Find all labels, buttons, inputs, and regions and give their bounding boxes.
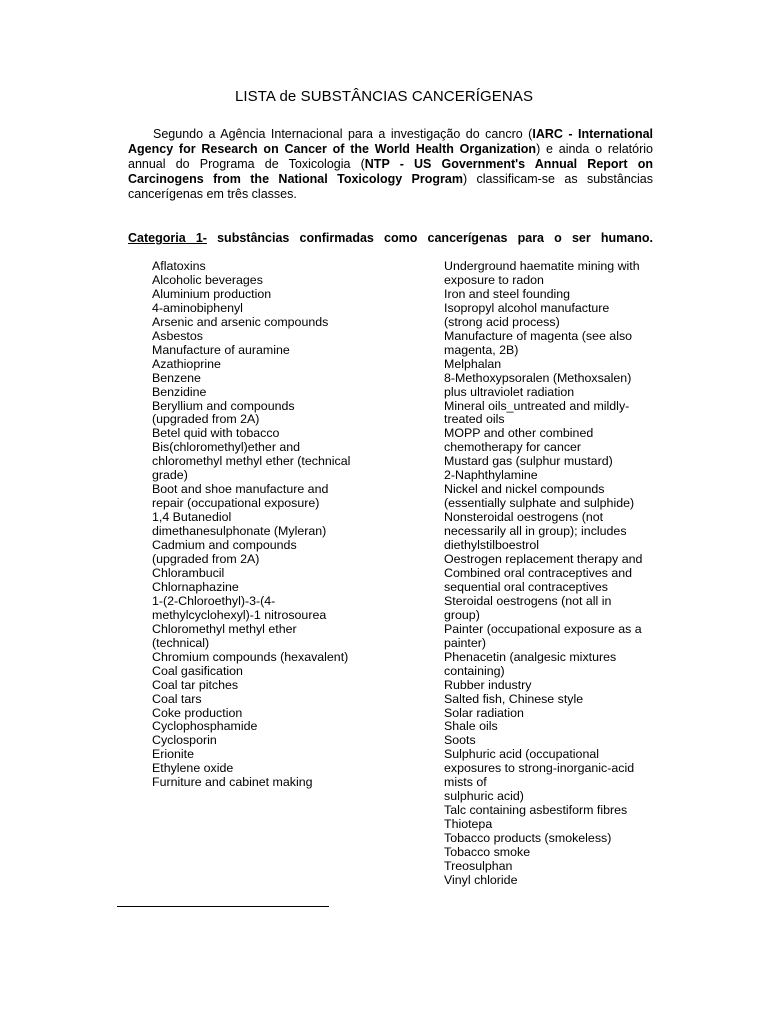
- intro-paragraph: [128, 127, 653, 202]
- substance-item: Nonsteroidal oestrogens (not necessarily all in group); includes diethylstilboestrol: [444, 510, 627, 553]
- substance-list-right: [444, 260, 664, 888]
- substance-item: Shale oils: [444, 719, 498, 734]
- substance-item: 1-(2-Chloroethyl)-3-(4- methylcyclohexyl)-1 nitrosourea: [152, 593, 327, 622]
- substance-item: Cyclophosphamide: [152, 719, 258, 734]
- substance-item: Benzene: [152, 370, 201, 385]
- substance-item: Chlorambucil: [152, 565, 225, 580]
- substance-item: Talc containing asbestiform fibres: [444, 803, 628, 818]
- substance-item: Azathioprine: [152, 356, 221, 371]
- substance-item: Sulphuric acid (occupational exposures to strong-inorganic-acid mists of sulphuric acid): [444, 747, 635, 804]
- substance-item: Manufacture of auramine: [152, 342, 290, 357]
- substance-item: Chromium compounds (hexavalent): [152, 649, 349, 664]
- substance-item: Isopropyl alcohol manufacture (strong acid process): [444, 300, 610, 329]
- substance-item: Betel quid with tobacco: [152, 426, 280, 441]
- substance-item: Mineral oils_untreated and mildly- treated oils: [444, 398, 630, 427]
- substance-item: Steroidal oestrogens (not all in group): [444, 593, 612, 622]
- substance-item: Coke production: [152, 705, 243, 720]
- substance-item: Vinyl chloride: [444, 872, 518, 887]
- substance-item: Soots: [444, 733, 476, 748]
- substance-item: Benzidine: [152, 384, 207, 399]
- substance-item: Salted fish, Chinese style: [444, 691, 584, 706]
- substance-item: Boot and shoe manufacture and repair (occupational exposure): [152, 482, 329, 511]
- substance-list-left: [152, 260, 384, 790]
- substance-item: Underground haematite mining with exposure to radon: [444, 259, 640, 287]
- footnote-separator: [117, 906, 329, 907]
- substance-item: Nickel and nickel compounds (essentially sulphate and sulphide): [444, 482, 635, 511]
- substance-item: Chloromethyl methyl ether (technical): [152, 621, 297, 650]
- substance-item: Aflatoxins: [152, 259, 206, 273]
- substance-item: 1,4 Butanediol dimethanesulphonate (Myleran): [152, 510, 327, 539]
- substance-item: Tobacco smoke: [444, 845, 531, 860]
- substance-item: Thiotepa: [444, 817, 493, 832]
- substance-item: Chlornaphazine: [152, 579, 239, 594]
- substance-item: Oestrogen replacement therapy and Combined oral contraceptives and sequential oral contraceptives: [444, 552, 643, 594]
- substance-item: Beryllium and compounds (upgraded from 2A): [152, 398, 295, 427]
- substance-item: Coal tar pitches: [152, 677, 239, 692]
- substance-item: Coal tars: [152, 691, 202, 706]
- substance-item: Melphalan: [444, 356, 502, 371]
- substance-item: Arsenic and arsenic compounds: [152, 314, 329, 329]
- substance-item: Alcoholic beverages: [152, 272, 263, 287]
- substance-item: Iron and steel founding: [444, 286, 571, 301]
- substance-item: Rubber industry: [444, 677, 532, 692]
- substance-item: MOPP and other combined chemotherapy for cancer: [444, 426, 594, 455]
- substance-item: Coal gasification: [152, 663, 243, 678]
- substance-item: Treosulphan: [444, 858, 513, 873]
- substance-item: Cadmium and compounds (upgraded from 2A): [152, 538, 297, 567]
- intro-ntp-name: NTP - US Government's Annual Report on Carcinogens from the National Toxicology Program: [128, 157, 653, 186]
- substance-item: 8-Methoxypsoralen (Methoxsalen) plus ultraviolet radiation: [444, 370, 632, 399]
- substance-item: Cyclosporin: [152, 733, 217, 748]
- substance-item: Erionite: [152, 747, 195, 762]
- intro-text-1: Segundo a Agência Internacional para a investigação do cancro (: [153, 127, 533, 141]
- substance-item: Furniture and cabinet making: [152, 775, 313, 790]
- intro-iarc-name: IARC - International Agency for Research on Cancer of the World Health Organization: [128, 127, 654, 156]
- substance-item: 4-aminobiphenyl: [152, 300, 243, 315]
- substance-item: 2-Naphthylamine: [444, 468, 538, 483]
- substance-item: Ethylene oxide: [152, 761, 234, 776]
- intro-text-3: ) classificam-se as substâncias cancerígenas em três classes.: [128, 172, 654, 201]
- substance-item: Solar radiation: [444, 705, 524, 720]
- intro-text-2: ) e ainda o relatório annual do Programa de Toxicologia (: [128, 142, 653, 171]
- substance-item: Aluminium production: [152, 286, 272, 301]
- document-title: LISTA de SUBSTÂNCIAS CANCERÍGENAS: [234, 88, 534, 105]
- category-1-text: substâncias confirmadas como cancerígenas para o ser humano.: [206, 231, 653, 245]
- substance-item: Bis(chloromethyl)ether and chloromethyl methyl ether (technical grade): [152, 440, 351, 483]
- substance-item: Tobacco products (smokeless): [444, 831, 612, 846]
- category-1-label: Categoria 1-: [128, 231, 207, 245]
- substance-item: Manufacture of magenta (see also magenta, 2B): [444, 328, 633, 357]
- category-1-heading: [128, 231, 653, 245]
- substance-item: Painter (occupational exposure as a painter): [444, 621, 642, 650]
- substance-item: Mustard gas (sulphur mustard): [444, 454, 613, 469]
- substance-item: Asbestos: [152, 328, 203, 343]
- substance-item: Phenacetin (analgesic mixtures containing): [444, 649, 617, 678]
